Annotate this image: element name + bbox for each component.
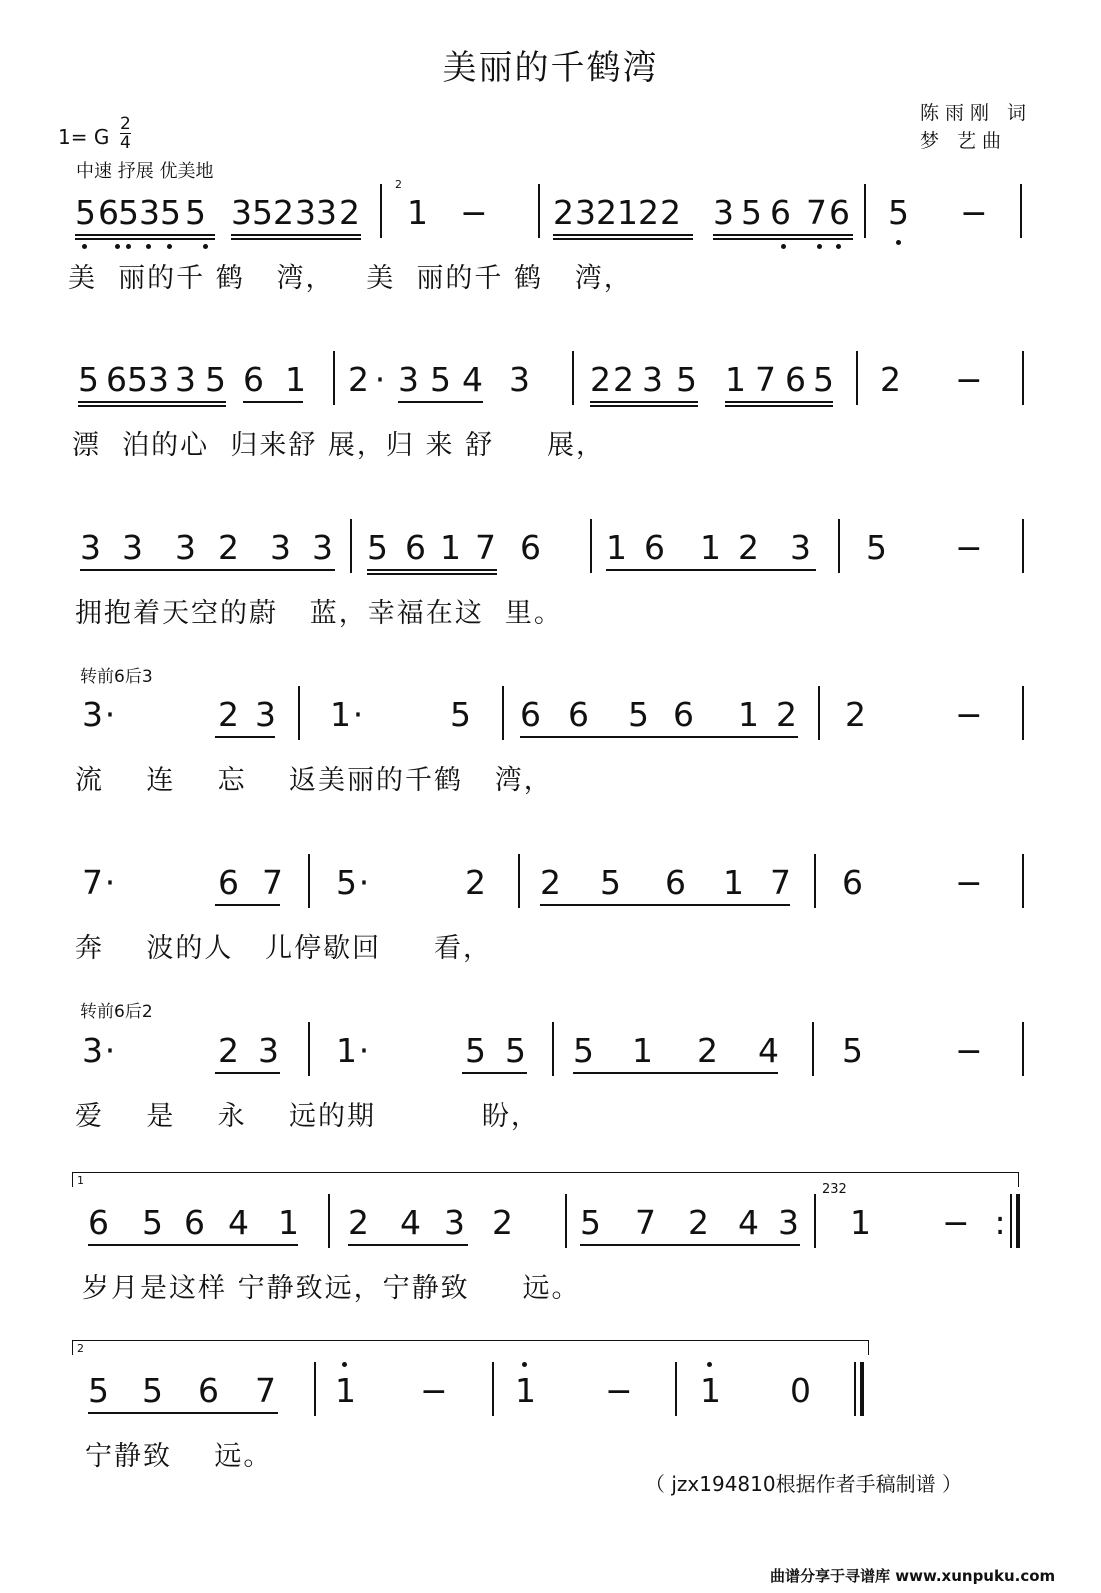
note-glyph: · (358, 1031, 370, 1070)
notes-row-2 (0, 345, 1101, 405)
staff-row-1 (0, 178, 1101, 294)
staff-row-8 (0, 1356, 1101, 1472)
note-glyph: 5 (252, 193, 273, 232)
bar-line (1020, 184, 1022, 238)
underline-beam (75, 234, 215, 236)
note-glyph: 2 (492, 1203, 513, 1242)
staff-row-3 (0, 513, 1101, 629)
note-glyph: 3 (231, 193, 252, 232)
bar-line (864, 184, 866, 238)
note-glyph: 1 (335, 1371, 356, 1410)
site-credit: 曲谱分享于寻谱库 www.xunpuku.com (770, 1567, 1056, 1585)
note-glyph: 2 (613, 360, 634, 399)
staff-row-5 (0, 848, 1101, 964)
underline-beam (80, 569, 335, 571)
note-glyph: 3 (575, 193, 596, 232)
note-glyph: − (955, 1031, 983, 1070)
note-glyph: − (955, 528, 983, 567)
bar-line (1010, 1194, 1012, 1248)
note-glyph: 3 (80, 528, 101, 567)
bar-line (380, 184, 382, 238)
note-glyph: − (955, 863, 983, 902)
octave-dot (836, 244, 841, 249)
note-glyph: 5 (336, 863, 357, 902)
notes-row-5 (0, 848, 1101, 908)
note-glyph: 6 (665, 863, 686, 902)
note-glyph: 2 (218, 1031, 239, 1070)
note-glyph: 5 (580, 1203, 601, 1242)
note-glyph: 3 (122, 528, 143, 567)
underline-beam (78, 405, 226, 407)
bar-line (1022, 351, 1024, 405)
note-glyph: 0 (790, 1371, 811, 1410)
note-glyph: · (104, 695, 116, 734)
note-glyph: 6 (785, 360, 806, 399)
octave-dot (817, 244, 822, 249)
note-glyph: 1 (725, 360, 746, 399)
note-glyph: 7 (635, 1203, 656, 1242)
underline-beam (88, 1244, 298, 1246)
note-glyph: 5 (127, 360, 148, 399)
note-glyph: 5 (205, 360, 226, 399)
note-glyph: 5 (185, 193, 206, 232)
note-glyph: 1 (850, 1203, 871, 1242)
note-glyph: 5 (78, 360, 99, 399)
note-glyph: 5 (142, 1203, 163, 1242)
underline-beam (713, 234, 853, 236)
note-glyph: − (605, 1371, 633, 1410)
lyricist-credit: 陈雨刚 词 (920, 102, 1033, 124)
note-glyph: 6 (644, 528, 665, 567)
bar-line (1022, 686, 1024, 740)
note-glyph: 2 (776, 695, 797, 734)
note-glyph: 3 (82, 1031, 103, 1070)
bar-line (298, 686, 300, 740)
notes-row-3 (0, 513, 1101, 573)
underline-beam (231, 234, 361, 236)
underline-beam (553, 238, 693, 240)
notes-row-6 (0, 1016, 1101, 1076)
staff-row-4 (0, 680, 1101, 796)
bar-line (838, 519, 840, 573)
underline-beam (590, 401, 698, 403)
note-glyph: 2 (590, 360, 611, 399)
bar-line (1022, 854, 1024, 908)
underline-beam (243, 401, 303, 403)
octave-dot (167, 244, 172, 249)
note-glyph: 6 (405, 528, 426, 567)
note-glyph: 2 (273, 193, 294, 232)
note-glyph: 2 (845, 695, 866, 734)
octave-dot (342, 1362, 347, 1367)
note-glyph: 2 (553, 193, 574, 232)
octave-dot (146, 244, 151, 249)
note-glyph: − (960, 193, 988, 232)
note-glyph: 6 (842, 863, 863, 902)
underline-beam (606, 569, 816, 571)
note-glyph: 7 (82, 863, 103, 902)
note-glyph: 3 (270, 528, 291, 567)
volta-1-label: 1 (77, 1174, 84, 1187)
note-glyph: 5 (142, 1371, 163, 1410)
note-glyph: 4 (738, 1203, 759, 1242)
note-glyph: 2 (596, 193, 617, 232)
lyrics-row-2: 漂 泊的心 归来舒 展，归 来 舒 展， (72, 430, 605, 461)
underline-beam (215, 736, 275, 738)
time-signature (120, 115, 131, 152)
lyrics-row-4: 流 连 忘 返美丽的千鹤 湾， (75, 765, 553, 796)
bar-line (350, 519, 352, 573)
note-glyph: − (955, 360, 983, 399)
bar-line (675, 1362, 677, 1416)
composer-credit: 梦 艺曲 (920, 130, 1008, 152)
note-glyph: 5 (160, 193, 181, 232)
bar-line (565, 1194, 567, 1248)
note-glyph: 2 (348, 1203, 369, 1242)
time-bottom: 4 (120, 133, 131, 153)
note-glyph: 5 (888, 193, 909, 232)
note-glyph: 1 (632, 1031, 653, 1070)
note-glyph: 5 (628, 695, 649, 734)
note-glyph: · (352, 695, 364, 734)
modulation-2: 转前6后2 (80, 1002, 153, 1022)
note-glyph: 3 (139, 193, 160, 232)
note-glyph: 2 (540, 863, 561, 902)
lyrics-row-1: 美 丽的千 鹤 湾， 美 丽的千 鹤 湾， (68, 263, 633, 294)
note-glyph: 5 (430, 360, 451, 399)
note-glyph: − (942, 1203, 970, 1242)
bar-line (314, 1362, 316, 1416)
note-glyph: 3 (444, 1203, 465, 1242)
note-glyph: 3 (642, 360, 663, 399)
note-glyph: 6 (829, 193, 850, 232)
note-glyph: : (994, 1203, 1006, 1242)
underline-beam (367, 569, 497, 571)
bar-line (502, 686, 504, 740)
underline-beam (231, 238, 361, 240)
note-glyph: 4 (462, 360, 483, 399)
underline-beam (367, 573, 497, 575)
note-glyph: 6 (98, 193, 119, 232)
note-glyph: 2 (465, 863, 486, 902)
underline-beam (398, 401, 483, 403)
note-glyph: 2 (738, 528, 759, 567)
note-glyph: 2 (348, 360, 369, 399)
octave-dot (126, 244, 131, 249)
note-glyph: 7 (806, 193, 827, 232)
octave-dot (115, 244, 120, 249)
note-glyph: 5 (813, 360, 834, 399)
bar-line (328, 1194, 330, 1248)
note-glyph: 3 (509, 360, 530, 399)
note-glyph: 6 (243, 360, 264, 399)
octave-dot (707, 1362, 712, 1367)
octave-dot (896, 240, 901, 245)
note-glyph: 5 (573, 1031, 594, 1070)
lyrics-row-3: 拥抱着天空的蔚 蓝，幸福在这 里。 (75, 598, 563, 629)
note-glyph: 2 (638, 193, 659, 232)
note-glyph: · (104, 1031, 116, 1070)
key-signature: 1= G (58, 125, 110, 149)
note-glyph: 7 (262, 863, 283, 902)
underline-beam (215, 1072, 280, 1074)
note-glyph: 6 (673, 695, 694, 734)
note-glyph: 3 (790, 528, 811, 567)
notes-row-4 (0, 680, 1101, 740)
note-glyph: 1 (723, 863, 744, 902)
note-glyph: 6 (198, 1371, 219, 1410)
note-glyph: 3 (82, 695, 103, 734)
bar-line (492, 1362, 494, 1416)
note-glyph: 4 (400, 1203, 421, 1242)
grace-note-232: 232 (822, 1182, 847, 1197)
underline-beam (725, 405, 833, 407)
note-glyph: 4 (758, 1031, 779, 1070)
note-glyph: 6 (520, 695, 541, 734)
bar-line (572, 351, 574, 405)
note-glyph: 5 (450, 695, 471, 734)
note-glyph: · (358, 863, 370, 902)
note-glyph: 2 (697, 1031, 718, 1070)
note-glyph: − (460, 193, 488, 232)
note-glyph: 5 (465, 1031, 486, 1070)
note-glyph: − (420, 1371, 448, 1410)
note-glyph: 1 (440, 528, 461, 567)
tempo-marking: 中速 抒展 优美地 (76, 161, 214, 182)
octave-dot (522, 1362, 527, 1367)
octave-dot (203, 244, 208, 249)
note-glyph: 4 (228, 1203, 249, 1242)
volta-bracket-2 (72, 1340, 869, 1355)
note-glyph: 7 (755, 360, 776, 399)
staff-row-7 (0, 1182, 1101, 1304)
bar-line (1022, 1022, 1024, 1076)
note-glyph: 3 (778, 1203, 799, 1242)
underline-beam (348, 1244, 468, 1246)
bar-line (1022, 519, 1024, 573)
note-glyph: 1 (285, 360, 306, 399)
note-glyph: 3 (258, 1031, 279, 1070)
underline-beam (78, 401, 226, 403)
underline-beam (540, 904, 790, 906)
underline-beam (520, 736, 798, 738)
note-glyph: 2 (880, 360, 901, 399)
underline-beam (573, 1072, 778, 1074)
octave-dot (82, 244, 87, 249)
note-glyph: 1 (330, 695, 351, 734)
note-glyph: 7 (475, 528, 496, 567)
volta-bracket-1 (72, 1172, 1019, 1187)
underline-beam (580, 1244, 800, 1246)
bar-line (854, 1362, 856, 1416)
staff-row-2 (0, 345, 1101, 461)
note-glyph: 1 (606, 528, 627, 567)
bar-line (518, 854, 520, 908)
note-glyph: 2 (218, 528, 239, 567)
note-glyph: 6 (106, 360, 127, 399)
note-glyph: 6 (88, 1203, 109, 1242)
note-glyph: 1 (700, 528, 721, 567)
underline-beam (590, 405, 698, 407)
note-glyph: 1 (278, 1203, 299, 1242)
modulation-1: 转前6后3 (80, 667, 153, 687)
transcriber-note: （ jzx194810根据作者手稿制谱 ） (645, 1472, 962, 1496)
time-top: 2 (120, 114, 131, 134)
grace-note-2: 2 (395, 178, 402, 191)
volta-2-label: 2 (77, 1342, 84, 1355)
bar-line (814, 854, 816, 908)
note-glyph: 5 (866, 528, 887, 567)
underline-beam (725, 401, 833, 403)
note-glyph: 1 (336, 1031, 357, 1070)
lyrics-row-7: 岁月是这样 宁静致远，宁静致 远。 (82, 1273, 581, 1304)
note-glyph: 6 (770, 193, 791, 232)
bar-line (812, 1022, 814, 1076)
octave-dot (781, 244, 786, 249)
underline-beam (75, 238, 215, 240)
note-glyph: 5 (505, 1031, 526, 1070)
notes-row-7 (0, 1182, 1101, 1248)
note-glyph: 2 (688, 1203, 709, 1242)
note-glyph: 1 (515, 1371, 536, 1410)
bar-line (552, 1022, 554, 1076)
note-glyph: 2 (218, 695, 239, 734)
note-glyph: 2 (660, 193, 681, 232)
underline-beam (215, 904, 280, 906)
note-glyph: 3 (255, 695, 276, 734)
note-glyph: 1 (407, 193, 428, 232)
note-glyph: 1 (617, 193, 638, 232)
lyrics-row-8: 宁静致 远。 (85, 1441, 273, 1472)
bar-line (308, 1022, 310, 1076)
note-glyph: 7 (255, 1371, 276, 1410)
note-glyph: 1 (738, 695, 759, 734)
note-glyph: 5 (676, 360, 697, 399)
bar-line (538, 184, 540, 238)
note-glyph: 7 (770, 863, 791, 902)
note-glyph: 3 (713, 193, 734, 232)
bar-line (308, 854, 310, 908)
note-glyph: 3 (295, 193, 316, 232)
note-glyph: 3 (175, 360, 196, 399)
underline-beam (462, 1072, 527, 1074)
note-glyph: − (955, 695, 983, 734)
staff-row-6 (0, 1016, 1101, 1132)
notes-row-8 (0, 1356, 1101, 1416)
note-glyph: 3 (148, 360, 169, 399)
song-title: 美丽的千鹤湾 (442, 48, 659, 88)
note-glyph: 5 (741, 193, 762, 232)
note-glyph: 6 (218, 863, 239, 902)
note-glyph: 3 (398, 360, 419, 399)
note-glyph: 6 (520, 528, 541, 567)
note-glyph: 6 (568, 695, 589, 734)
note-glyph: 5 (600, 863, 621, 902)
bar-line (814, 1194, 816, 1248)
lyrics-row-6: 爱 是 永 远的期 盼， (75, 1101, 540, 1132)
underline-beam (713, 238, 853, 240)
note-glyph: 5 (118, 193, 139, 232)
bar-line (818, 686, 820, 740)
bar-line (856, 351, 858, 405)
bar-line (333, 351, 335, 405)
note-glyph: 3 (316, 193, 337, 232)
bar-line (590, 519, 592, 573)
underline-beam (88, 1412, 278, 1414)
note-glyph: 5 (842, 1031, 863, 1070)
note-glyph: 5 (75, 193, 96, 232)
note-glyph: 3 (175, 528, 196, 567)
lyrics-row-5: 奔 波的人 儿停歇回 看， (75, 933, 492, 964)
note-glyph: · (374, 360, 386, 399)
note-glyph: 5 (367, 528, 388, 567)
note-glyph: · (104, 863, 116, 902)
underline-beam (553, 234, 693, 236)
note-glyph: 5 (88, 1371, 109, 1410)
note-glyph: 1 (700, 1371, 721, 1410)
note-glyph: 6 (184, 1203, 205, 1242)
note-glyph: 2 (339, 193, 360, 232)
notes-row-1 (0, 178, 1101, 238)
note-glyph: 3 (312, 528, 333, 567)
